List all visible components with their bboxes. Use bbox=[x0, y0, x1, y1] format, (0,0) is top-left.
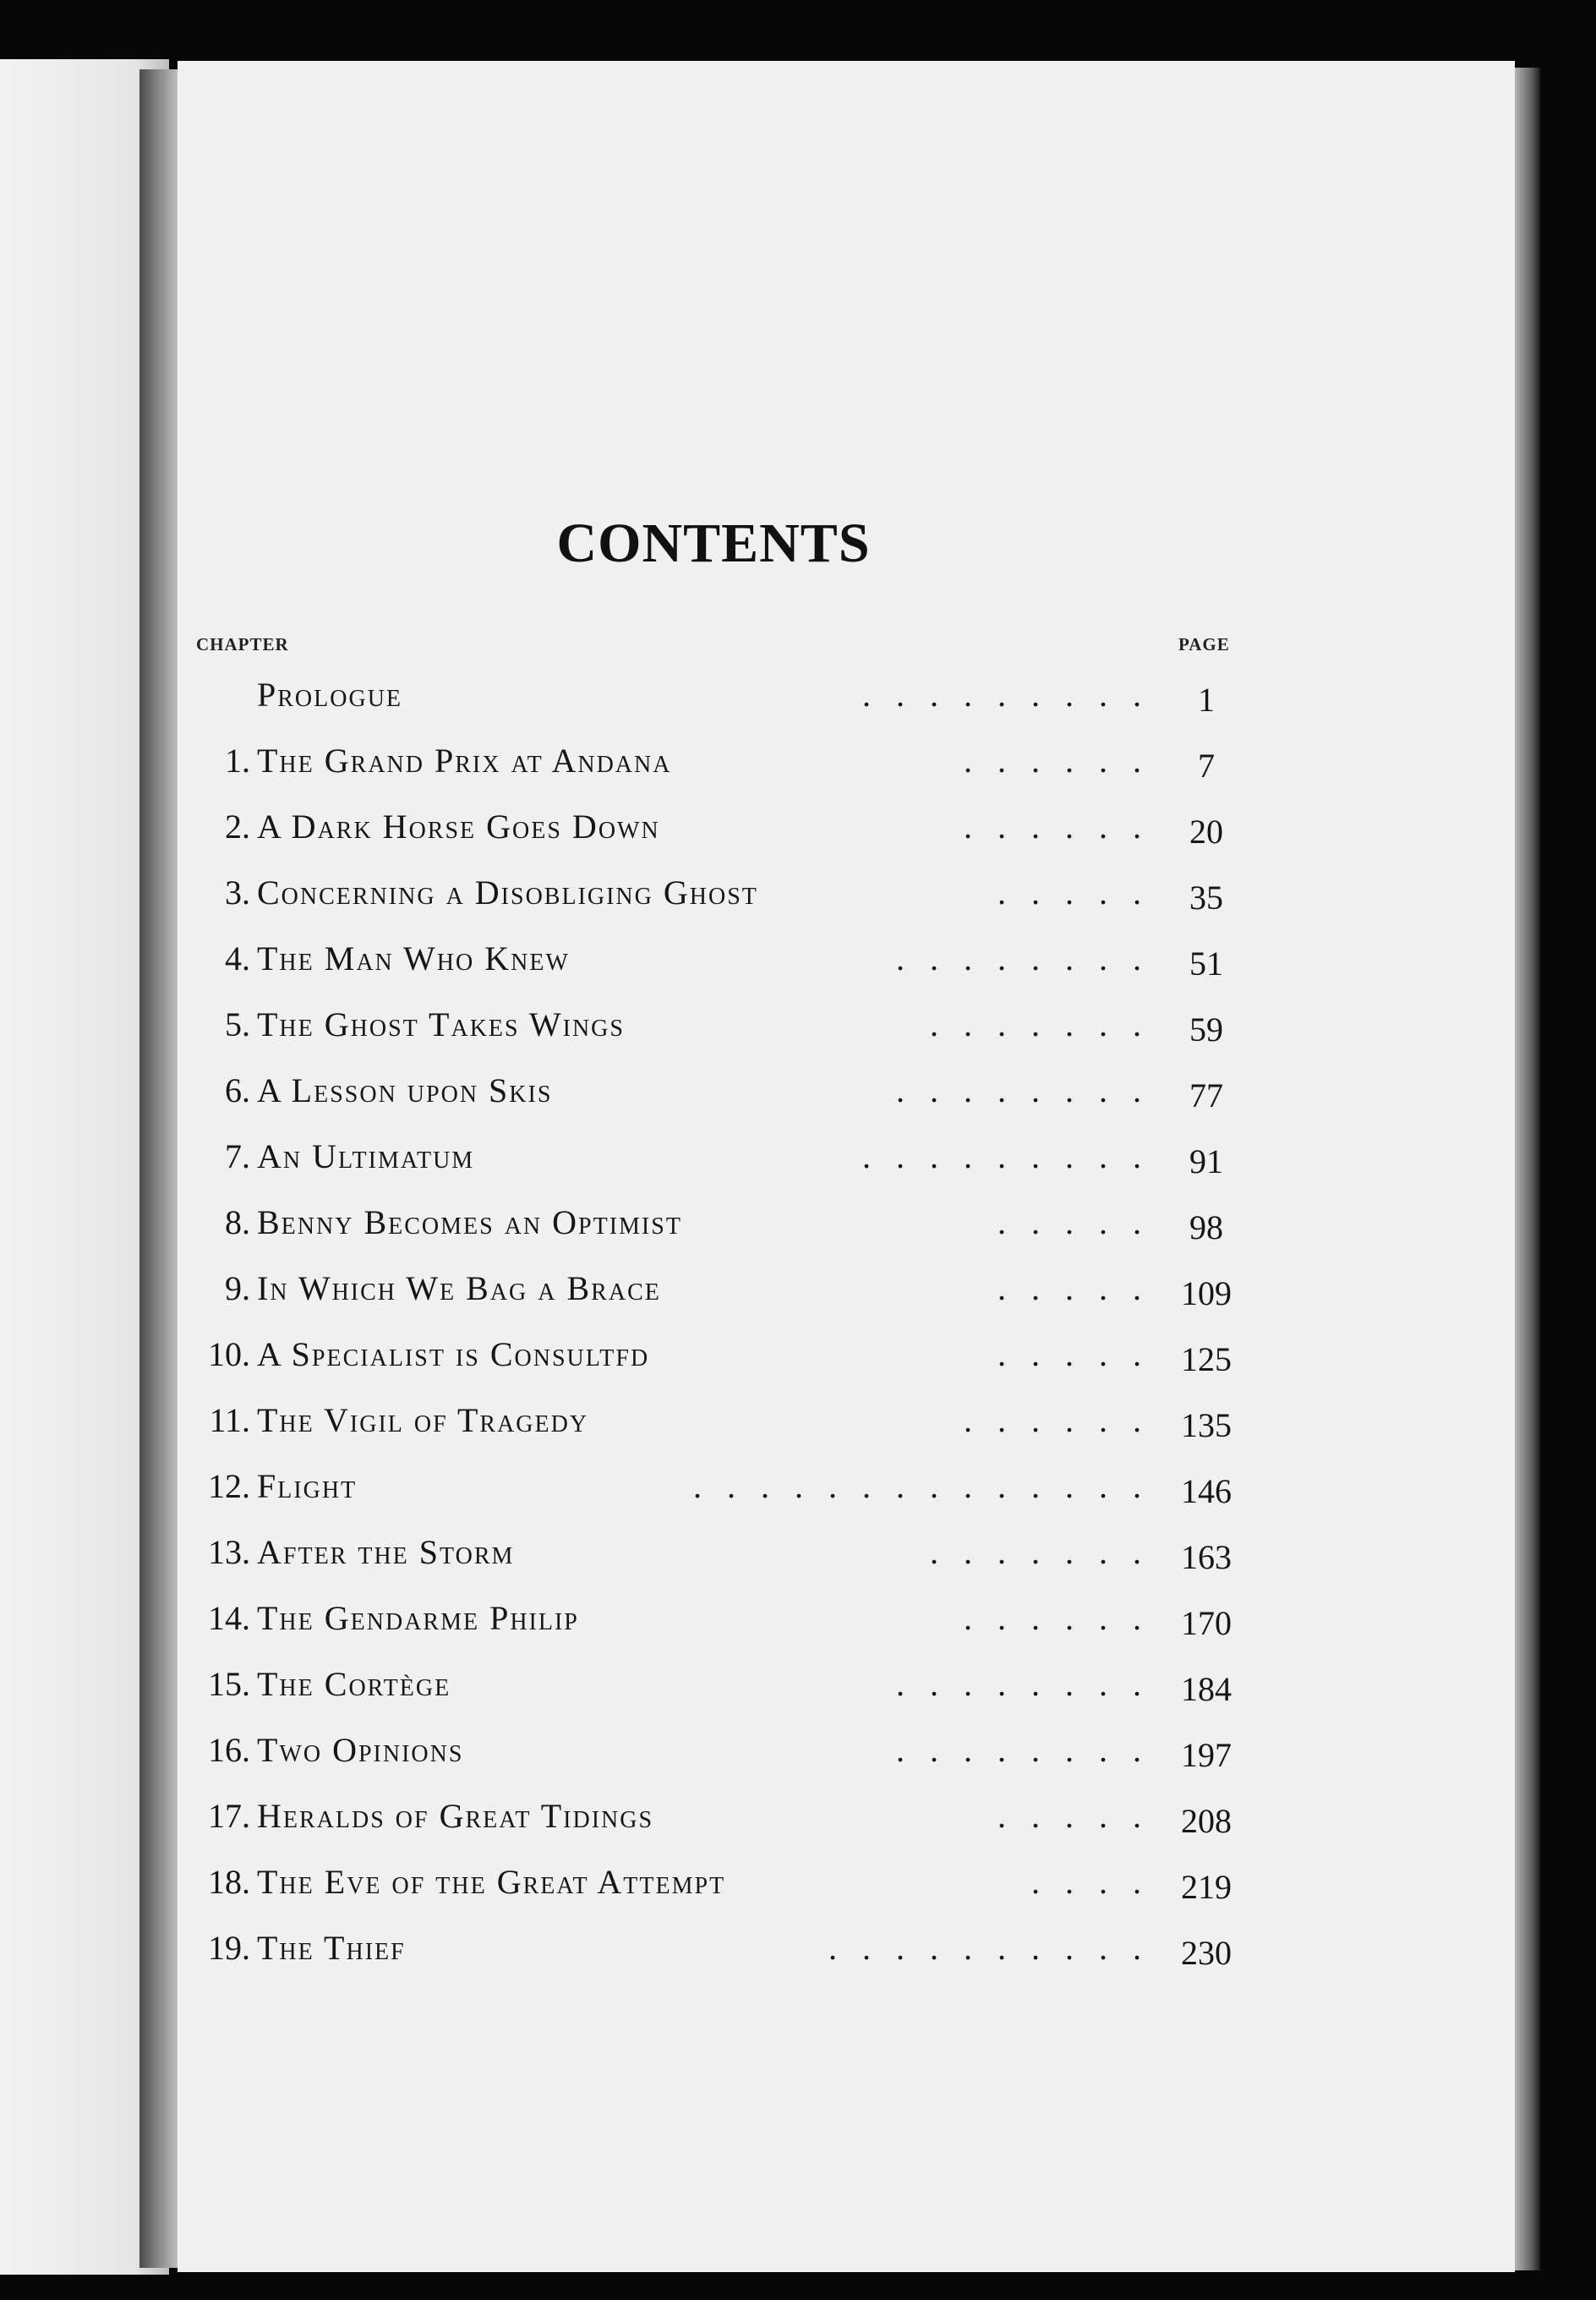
chapter-number: 11. bbox=[209, 1401, 250, 1439]
page-number: 197 bbox=[1181, 1736, 1232, 1774]
chapter-number: 10. bbox=[208, 1335, 250, 1373]
page-number: 163 bbox=[1181, 1538, 1232, 1576]
dot-leader: ......... bbox=[862, 1137, 1167, 1175]
page-number: 20 bbox=[1189, 813, 1223, 851]
dot-leader: ..... bbox=[998, 1203, 1167, 1241]
chapter-title: A Lesson upon Skis bbox=[257, 1071, 553, 1109]
page-number: 146 bbox=[1181, 1472, 1232, 1510]
dot-leader: ........ bbox=[896, 1071, 1167, 1109]
chapter-title: Concerning a Disobliging Ghost bbox=[257, 873, 758, 912]
page-column-header: PAGE bbox=[1178, 634, 1230, 654]
chapter-number: 14. bbox=[208, 1599, 250, 1637]
toc-entry bbox=[0, 660, 1596, 726]
page-number: 1 bbox=[1198, 681, 1215, 719]
page-number: 35 bbox=[1189, 879, 1223, 917]
toc-entry bbox=[0, 1451, 1596, 1517]
chapter-number: 5. bbox=[225, 1005, 250, 1043]
dot-leader: ...... bbox=[964, 742, 1167, 780]
toc-entry bbox=[0, 1781, 1596, 1847]
chapter-title: The Gendarme Philip bbox=[257, 1599, 579, 1637]
toc-entry bbox=[0, 1583, 1596, 1649]
dot-leader: ..... bbox=[998, 1269, 1167, 1307]
page-number: 109 bbox=[1181, 1274, 1232, 1312]
chapter-title: After the Storm bbox=[257, 1533, 515, 1571]
toc-entry bbox=[0, 857, 1596, 923]
dot-leader: .... bbox=[1031, 1863, 1167, 1901]
dot-leader: ......... bbox=[862, 676, 1167, 714]
toc-entry bbox=[0, 1385, 1596, 1451]
page-number: 51 bbox=[1189, 945, 1223, 983]
toc-entry bbox=[0, 1055, 1596, 1121]
chapter-title: A Dark Horse Goes Down bbox=[257, 808, 660, 846]
page-number: 7 bbox=[1198, 747, 1215, 785]
page-number: 91 bbox=[1189, 1142, 1223, 1180]
chapter-title: The Vigil of Tragedy bbox=[257, 1401, 589, 1439]
chapter-title: Prologue bbox=[257, 676, 403, 714]
chapter-number: 15. bbox=[208, 1665, 250, 1703]
dot-leader: .............. bbox=[693, 1467, 1167, 1505]
chapter-title: Flight bbox=[257, 1467, 358, 1505]
chapter-title: The Eve of the Great Attempt bbox=[257, 1863, 726, 1901]
dot-leader: ........ bbox=[896, 939, 1167, 978]
chapter-number: 13. bbox=[208, 1533, 250, 1571]
toc-entry bbox=[0, 1319, 1596, 1385]
chapter-title: The Cortège bbox=[257, 1665, 451, 1703]
chapter-number: 18. bbox=[208, 1863, 250, 1901]
dot-leader: ..... bbox=[998, 1797, 1167, 1835]
page-number: 208 bbox=[1181, 1802, 1232, 1840]
chapter-title: A Specialist is Consultfd bbox=[257, 1335, 650, 1373]
toc-entry bbox=[0, 1121, 1596, 1187]
dot-leader: ..... bbox=[998, 1335, 1167, 1373]
toc-entry bbox=[0, 1847, 1596, 1913]
chapter-number: 3. bbox=[225, 873, 250, 912]
page-number: 170 bbox=[1181, 1604, 1232, 1642]
chapter-number: 2. bbox=[225, 808, 250, 846]
toc-entry bbox=[0, 989, 1596, 1055]
dot-leader: ....... bbox=[930, 1005, 1167, 1043]
chapter-number: 4. bbox=[225, 939, 250, 978]
chapter-title: Two Opinions bbox=[257, 1731, 464, 1769]
dot-leader: ........ bbox=[896, 1731, 1167, 1769]
toc-entry bbox=[0, 1649, 1596, 1715]
chapter-number: 19. bbox=[208, 1929, 250, 1967]
chapter-number: 1. bbox=[225, 742, 250, 780]
chapter-title: The Ghost Takes Wings bbox=[257, 1005, 625, 1043]
dot-leader: ........ bbox=[896, 1665, 1167, 1703]
dot-leader: .......... bbox=[828, 1929, 1167, 1967]
dot-leader: ...... bbox=[964, 1599, 1167, 1637]
chapter-title: Heralds of Great Tidings bbox=[257, 1797, 654, 1835]
toc-entry bbox=[0, 1913, 1596, 1979]
dot-leader: ...... bbox=[964, 1401, 1167, 1439]
chapter-title: The Thief bbox=[257, 1929, 406, 1967]
page-number: 77 bbox=[1189, 1076, 1223, 1114]
toc-entry bbox=[0, 726, 1596, 791]
page-number: 219 bbox=[1181, 1868, 1232, 1906]
toc-entry bbox=[0, 791, 1596, 857]
chapter-title: An Ultimatum bbox=[257, 1137, 475, 1175]
chapter-column-header: CHAPTER bbox=[196, 634, 289, 654]
page-number: 59 bbox=[1189, 1010, 1223, 1049]
chapter-number: 16. bbox=[208, 1731, 250, 1769]
dot-leader: ...... bbox=[964, 808, 1167, 846]
toc-entry bbox=[0, 1715, 1596, 1781]
page-number: 135 bbox=[1181, 1406, 1232, 1444]
chapter-title: Benny Becomes an Optimist bbox=[257, 1203, 682, 1241]
chapter-number: 8. bbox=[225, 1203, 250, 1241]
chapter-title: The Grand Prix at Andana bbox=[257, 742, 672, 780]
chapter-title: In Which We Bag a Brace bbox=[257, 1269, 661, 1307]
dot-leader: ....... bbox=[930, 1533, 1167, 1571]
chapter-number: 9. bbox=[225, 1269, 250, 1307]
chapter-number: 17. bbox=[208, 1797, 250, 1835]
toc-entry bbox=[0, 1253, 1596, 1319]
page-number: 184 bbox=[1181, 1670, 1232, 1708]
chapter-number: 12. bbox=[208, 1467, 250, 1505]
page-number: 98 bbox=[1189, 1208, 1223, 1246]
dot-leader: ..... bbox=[998, 873, 1167, 912]
chapter-title: The Man Who Knew bbox=[257, 939, 570, 978]
page-number: 230 bbox=[1181, 1934, 1232, 1972]
toc-entry bbox=[0, 1517, 1596, 1583]
page-title: CONTENTS bbox=[556, 512, 871, 574]
toc-entry bbox=[0, 923, 1596, 989]
page-number: 125 bbox=[1181, 1340, 1232, 1378]
chapter-number: 6. bbox=[225, 1071, 250, 1109]
chapter-number: 7. bbox=[225, 1137, 250, 1175]
toc-entry bbox=[0, 1187, 1596, 1253]
